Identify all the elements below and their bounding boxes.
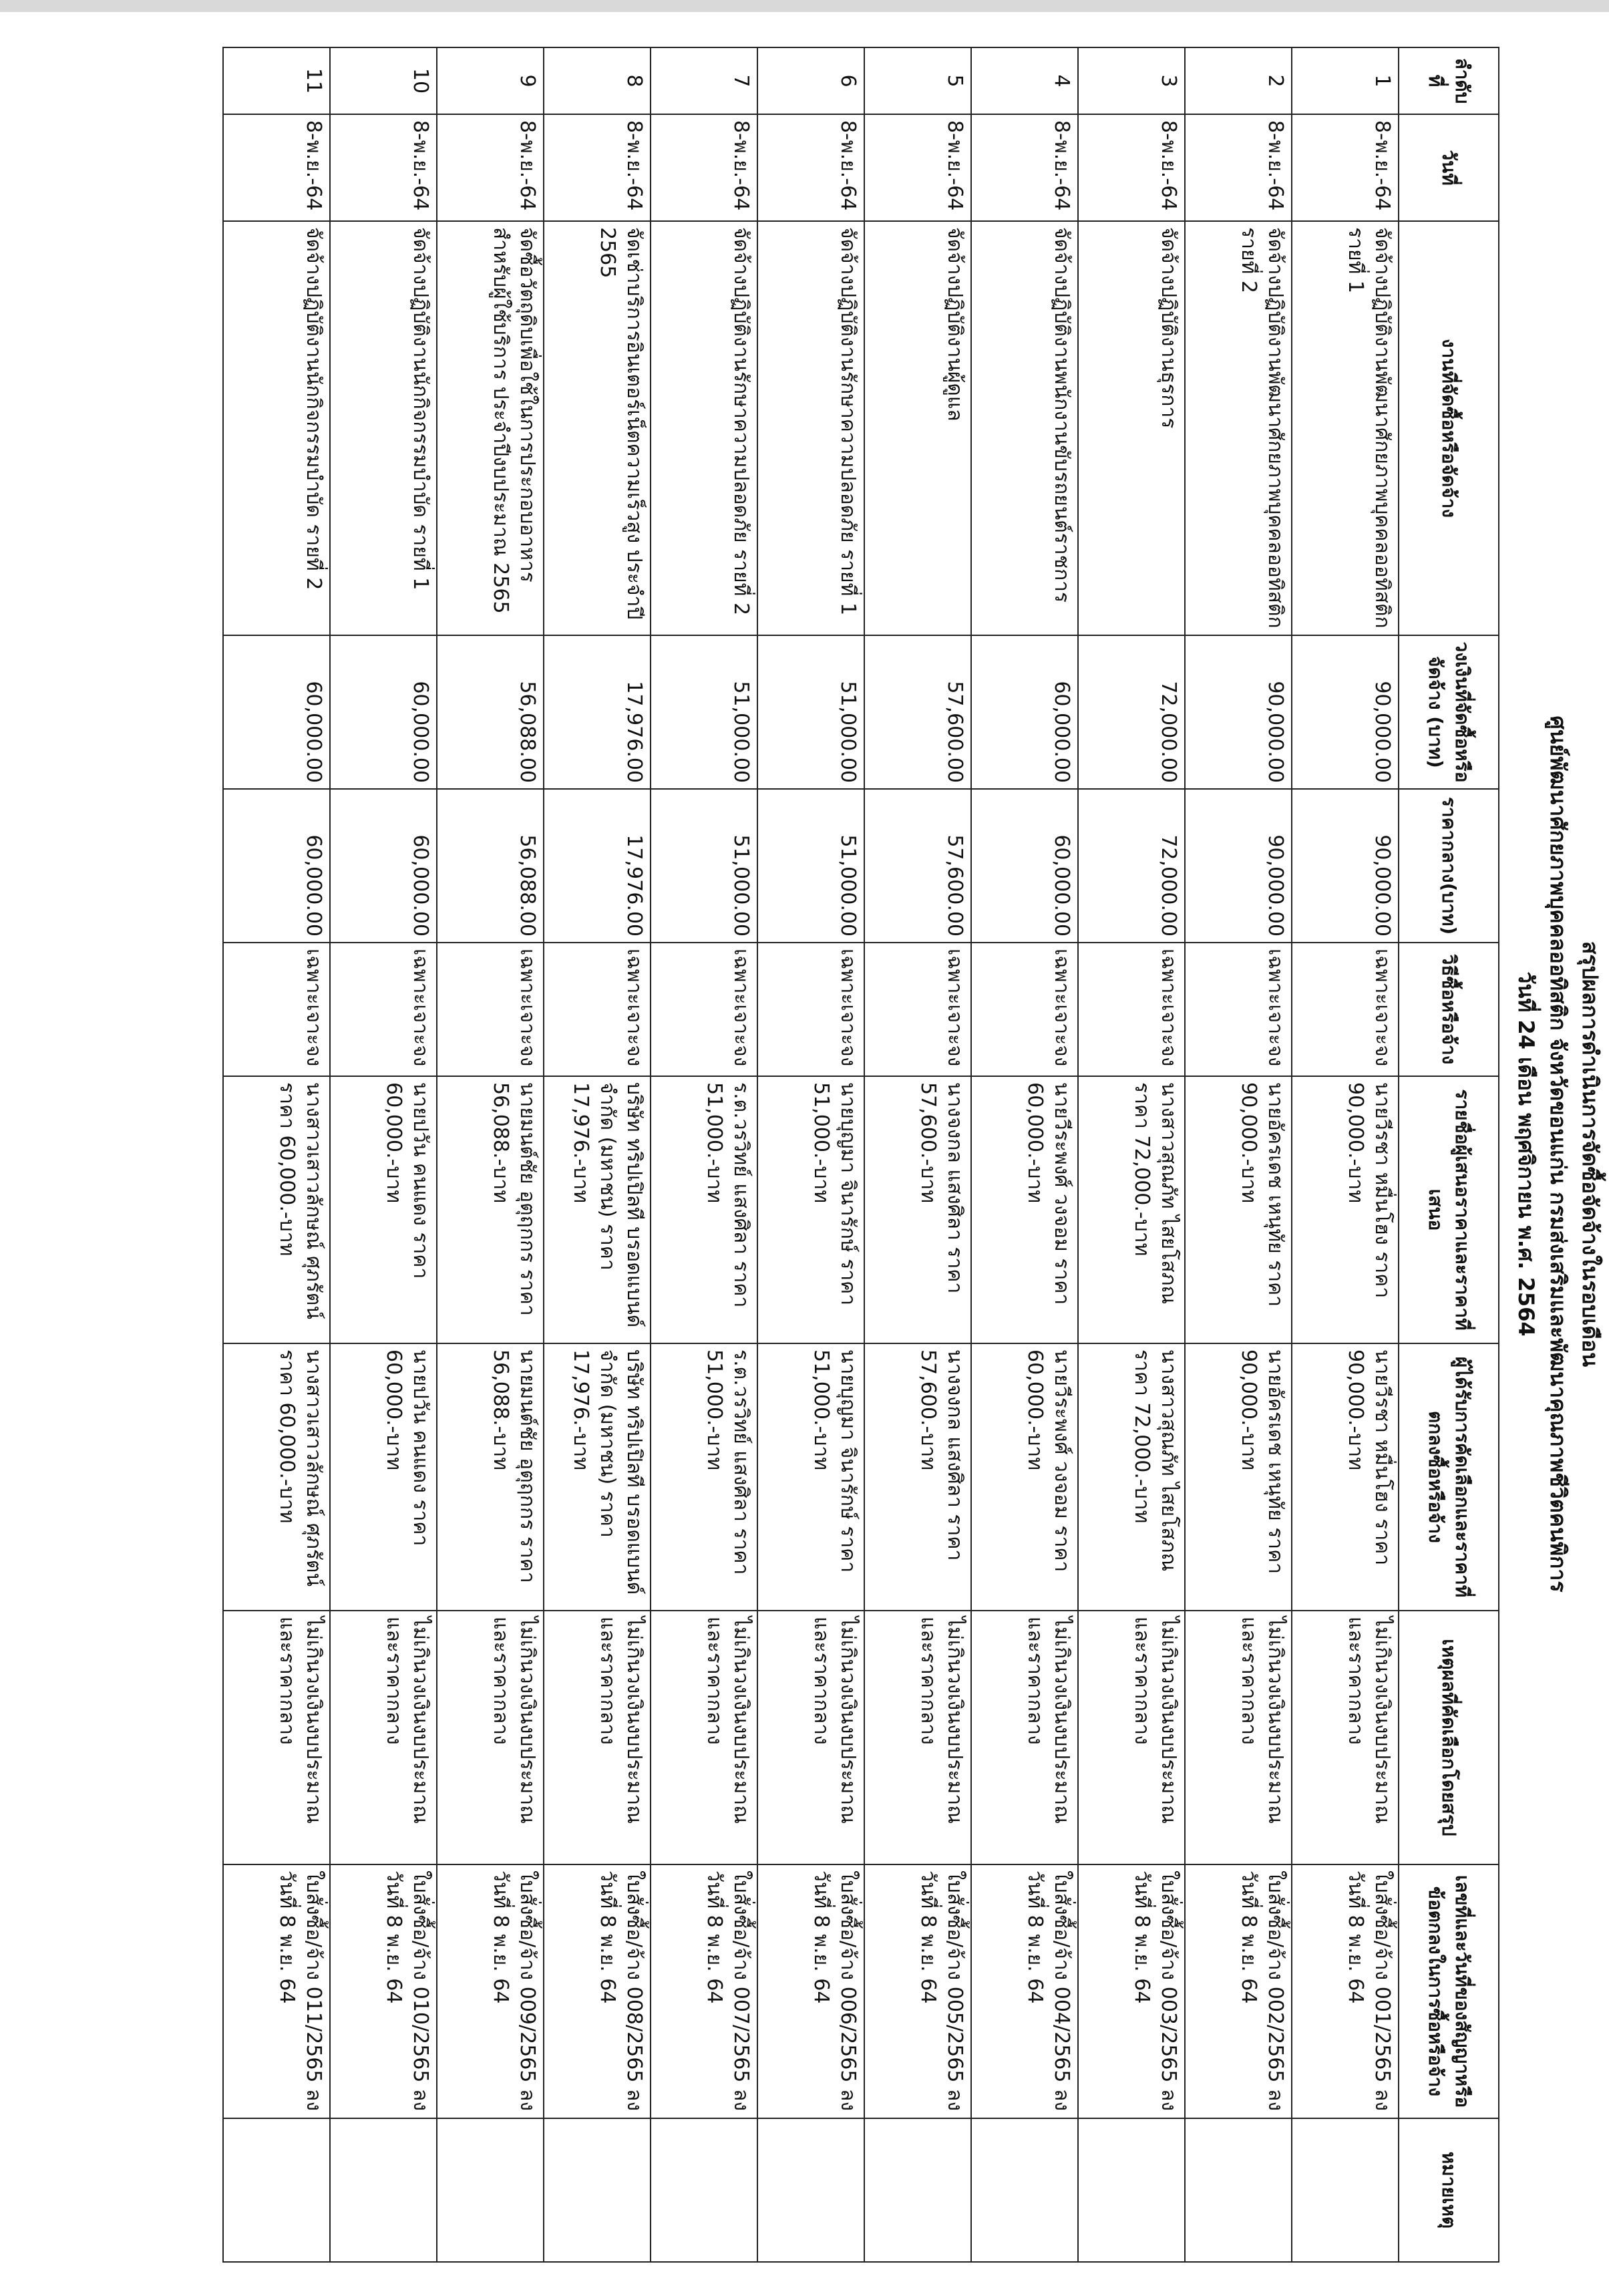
- table-row: [864, 47, 971, 2262]
- row-reason: ไม่เกินวงเงินงบประมาณ และราคากลาง: [971, 1611, 1078, 1864]
- row-budget: 51,000.00: [651, 635, 757, 789]
- row-note: [864, 2118, 971, 2262]
- row-median-price: 90,000.00: [1185, 789, 1292, 943]
- row-budget: 51,000.00: [757, 635, 864, 789]
- row-date: 8-พ.ย.-64: [330, 114, 437, 221]
- row-method: เฉพาะเจาะจง: [437, 943, 544, 1076]
- row-method: เฉพาะเจาะจง: [651, 943, 757, 1076]
- row-bidder: นางสาวสุณภัท ไสยโสภณ ราคา 72,000.-บาท: [1078, 1076, 1185, 1343]
- row-reason: ไม่เกินวงเงินงบประมาณ และราคากลาง: [1078, 1611, 1185, 1864]
- row-item: จัดจ้างปฏิบัติงานนักกิจกรรมบำบัด รายที่ 1: [330, 221, 437, 635]
- row-budget: 60,000.00: [971, 635, 1078, 789]
- row-bidder: นายอัครเดช เหนุทัย ราคา 90,000.-บาท: [1185, 1076, 1292, 1343]
- row-median-price: 72,000.00: [1078, 789, 1185, 943]
- row-median-price: 60,000.00: [223, 789, 330, 943]
- row-note: [544, 2118, 651, 2262]
- column-header: งานที่จัดซื้อหรือจัดจ้าง: [1399, 221, 1499, 635]
- row-note: [1078, 2118, 1185, 2262]
- row-bidder: บริษัท ทริปเปิลที บรอดแบนด์ จำกัด (มหาชน) ราคา 17,976.-บาท: [544, 1076, 651, 1343]
- row-contract: ใบสั่งซื้อ/จ้าง 010/2565 ลงวันที่ 8 พ.ย. 64: [330, 1864, 437, 2118]
- row-bidder: นายปวัน คนแดง ราคา 60,000.-บาท: [330, 1076, 437, 1343]
- table-row: [971, 47, 1078, 2262]
- row-median-price: 51,000.00: [757, 789, 864, 943]
- row-winner: บริษัท ทริปเปิลที บรอดแบนด์ จำกัด (มหาชน) ราคา 17,976.-บาท: [544, 1343, 651, 1611]
- row-method: เฉพาะเจาะจง: [1078, 943, 1185, 1076]
- column-header: วันที่: [1399, 114, 1499, 221]
- agency-name: ศูนย์พัฒนาศักยภาพบุคคลออทิสติก จังหวัดขอนแก่น กรมส่งเสริมและพัฒนาคุณภาพชีวิตคนพิการ: [1546, 715, 1571, 1593]
- row-item: จัดจ้างปฏิบัติงานพนักงานขับรถยนต์ราชการ: [971, 221, 1078, 635]
- row-method: เฉพาะเจาะจง: [757, 943, 864, 1076]
- row-contract: ใบสั่งซื้อ/จ้าง 001/2565 ลงวันที่ 8 พ.ย. 64: [1292, 1864, 1399, 2118]
- document-date: วันที่ 24 เดือน พฤศจิกายน พ.ศ. 2564: [1513, 971, 1539, 1337]
- row-note: [1185, 2118, 1292, 2262]
- row-date: 8-พ.ย.-64: [1292, 114, 1399, 221]
- row-median-price: 90,000.00: [1292, 789, 1399, 943]
- row-winner: นางจงกล แสงศิลา ราคา 57,600.-บาท: [864, 1343, 971, 1611]
- row-median-price: 51,000.00: [651, 789, 757, 943]
- table-row: [437, 47, 544, 2262]
- row-bidder: นายวีระพงศ์ วงจอม ราคา 60,000.-บาท: [971, 1076, 1078, 1343]
- row-method: เฉพาะเจาะจง: [544, 943, 651, 1076]
- table-header: [1399, 47, 1499, 2262]
- row-date: 8-พ.ย.-64: [971, 114, 1078, 221]
- row-reason: ไม่เกินวงเงินงบประมาณ และราคากลาง: [1185, 1611, 1292, 1864]
- row-winner: นายวีระพงศ์ วงจอม ราคา 60,000.-บาท: [971, 1343, 1078, 1611]
- row-reason: ไม่เกินวงเงินงบประมาณ และราคากลาง: [864, 1611, 971, 1864]
- row-reason: ไม่เกินวงเงินงบประมาณ และราคากลาง: [651, 1611, 757, 1864]
- row-bidder: นางสาวเสาวลักษณ์ ศุภรัตน์ ราคา 60,000.-บาท: [223, 1076, 330, 1343]
- row-number: 3: [1078, 47, 1185, 114]
- row-winner: นางสาวสุณภัท ไสยโสภณ ราคา 72,000.-บาท: [1078, 1343, 1185, 1611]
- row-date: 8-พ.ย.-64: [437, 114, 544, 221]
- column-header: เหตุผลที่คัดเลือกโดยสรุป: [1399, 1611, 1499, 1864]
- column-header: ลำดับที่: [1399, 47, 1499, 114]
- table-row: [1078, 47, 1185, 2262]
- row-note: [437, 2118, 544, 2262]
- row-note: [1292, 2118, 1399, 2262]
- row-winner: นางสาวเสาวลักษณ์ ศุภรัตน์ ราคา 60,000.-บาท: [223, 1343, 330, 1611]
- row-budget: 57,600.00: [864, 635, 971, 789]
- column-header: ผู้ได้รับการคัดเลือกและราคาที่ตกลงซื้อหรือจ้าง: [1399, 1343, 1499, 1611]
- row-bidder: นางจงกล แสงศิลา ราคา 57,600.-บาท: [864, 1076, 971, 1343]
- row-contract: ใบสั่งซื้อ/จ้าง 011/2565 ลงวันที่ 8 พ.ย. 64: [223, 1864, 330, 2118]
- row-budget: 90,000.00: [1185, 635, 1292, 789]
- row-reason: ไม่เกินวงเงินงบประมาณ และราคากลาง: [437, 1611, 544, 1864]
- row-budget: 60,000.00: [330, 635, 437, 789]
- row-method: เฉพาะเจาะจง: [864, 943, 971, 1076]
- row-winner: นายมนต์ชัย อุตุฤกกร ราคา 56,088.-บาท: [437, 1343, 544, 1611]
- row-note: [330, 2118, 437, 2262]
- row-budget: 60,000.00: [223, 635, 330, 789]
- row-date: 8-พ.ย.-64: [864, 114, 971, 221]
- row-bidder: นายมนต์ชัย อุตุฤกกร ราคา 56,088.-บาท: [437, 1076, 544, 1343]
- row-contract: ใบสั่งซื้อ/จ้าง 009/2565 ลงวันที่ 8 พ.ย. 64: [437, 1864, 544, 2118]
- row-median-price: 60,000.00: [330, 789, 437, 943]
- row-method: เฉพาะเจาะจง: [1185, 943, 1292, 1076]
- row-method: เฉพาะเจาะจง: [330, 943, 437, 1076]
- row-number: 10: [330, 47, 437, 114]
- row-reason: ไม่เกินวงเงินงบประมาณ และราคากลาง: [330, 1611, 437, 1864]
- row-item: จัดจ้างปฏิบัติงานพัฒนาศักยภาพบุคคลออทิสติก รายที่ 1: [1292, 221, 1399, 635]
- row-number: 8: [544, 47, 651, 114]
- document-title: สรุปผลการดำเนินการจัดซื้อจัดจ้างในรอบเดือน: [1578, 941, 1603, 1367]
- row-median-price: 56,088.00: [437, 789, 544, 943]
- row-median-price: 60,000.00: [971, 789, 1078, 943]
- row-contract: ใบสั่งซื้อ/จ้าง 005/2565 ลงวันที่ 8 พ.ย. 64: [864, 1864, 971, 2118]
- row-method: เฉพาะเจาะจง: [223, 943, 330, 1076]
- row-item: จัดจ้างปฏิบัติงานพัฒนาศักยภาพบุคคลออทิสติก รายที่ 2: [1185, 221, 1292, 635]
- column-header: ราคากลาง(บาท): [1399, 789, 1499, 943]
- row-note: [651, 2118, 757, 2262]
- column-header: รายชื่อผู้เสนอราคาและราคาที่เสนอ: [1399, 1076, 1499, 1343]
- row-date: 8-พ.ย.-64: [223, 114, 330, 221]
- row-item: จัดจ้างปฏิบัติงานธุรการ: [1078, 221, 1185, 635]
- row-reason: ไม่เกินวงเงินงบประมาณ และราคากลาง: [1292, 1611, 1399, 1864]
- row-reason: ไม่เกินวงเงินงบประมาณ และราคากลาง: [544, 1611, 651, 1864]
- table-row: [1292, 47, 1399, 2262]
- row-bidder: ร.ต.วรวิทย์ แสงศิลา ราคา 51,000.-บาท: [651, 1076, 757, 1343]
- row-note: [223, 2118, 330, 2262]
- row-reason: ไม่เกินวงเงินงบประมาณ และราคากลาง: [223, 1611, 330, 1864]
- row-date: 8-พ.ย.-64: [544, 114, 651, 221]
- row-item: จัดจ้างปฏิบัติงานรักษาความปลอดภัย รายที่ 1: [757, 221, 864, 635]
- row-number: 2: [1185, 47, 1292, 114]
- row-number: 11: [223, 47, 330, 114]
- row-median-price: 57,600.00: [864, 789, 971, 943]
- procurement-table: [222, 47, 1499, 2263]
- row-method: เฉพาะเจาะจง: [1292, 943, 1399, 1076]
- row-winner: นายปวัน คนแดง ราคา 60,000.-บาท: [330, 1343, 437, 1611]
- row-winner: นายวีรชา หมื่นโฮง ราคา 90,000.-บาท: [1292, 1343, 1399, 1611]
- row-number: 6: [757, 47, 864, 114]
- row-winner: นายบุญมา จินารักษ์ ราคา 51,000.-บาท: [757, 1343, 864, 1611]
- column-header: เลขที่และวันที่ของสัญญาหรือข้อตกลงในการซื้อหรือจ้าง: [1399, 1864, 1499, 2118]
- row-number: 1: [1292, 47, 1399, 114]
- row-winner: นายอัครเดช เหนุทัย ราคา 90,000.-บาท: [1185, 1343, 1292, 1611]
- row-number: 5: [864, 47, 971, 114]
- row-budget: 17,976.00: [544, 635, 651, 789]
- column-header: หมายเหตุ: [1399, 2118, 1499, 2262]
- row-number: 4: [971, 47, 1078, 114]
- row-contract: ใบสั่งซื้อ/จ้าง 002/2565 ลงวันที่ 8 พ.ย. 64: [1185, 1864, 1292, 2118]
- row-date: 8-พ.ย.-64: [1185, 114, 1292, 221]
- row-reason: ไม่เกินวงเงินงบประมาณ และราคากลาง: [757, 1611, 864, 1864]
- table-row: [223, 47, 330, 2262]
- procurement-summary-sheet: [94, 20, 1606, 2288]
- row-contract: ใบสั่งซื้อ/จ้าง 006/2565 ลงวันที่ 8 พ.ย. 64: [757, 1864, 864, 2118]
- row-date: 8-พ.ย.-64: [651, 114, 757, 221]
- row-budget: 72,000.00: [1078, 635, 1185, 789]
- column-header: วงเงินที่จัดซื้อหรือจัดจ้าง (บาท): [1399, 635, 1499, 789]
- row-budget: 56,088.00: [437, 635, 544, 789]
- row-number: 9: [437, 47, 544, 114]
- column-header: วิธีซื้อหรือจ้าง: [1399, 943, 1499, 1076]
- row-item: จัดซื้อวัตถุดิบเพื่อใช้ในการประกอบอาหารสำหรับผู้ใช้บริการ ประจำปีงบประมาณ 2565: [437, 221, 544, 635]
- row-date: 8-พ.ย.-64: [757, 114, 864, 221]
- row-contract: ใบสั่งซื้อ/จ้าง 003/2565 ลงวันที่ 8 พ.ย. 64: [1078, 1864, 1185, 2118]
- table-row: [1185, 47, 1292, 2262]
- row-contract: ใบสั่งซื้อ/จ้าง 007/2565 ลงวันที่ 8 พ.ย. 64: [651, 1864, 757, 2118]
- row-bidder: นายบุญมา จินารักษ์ ราคา 51,000.-บาท: [757, 1076, 864, 1343]
- row-method: เฉพาะเจาะจง: [971, 943, 1078, 1076]
- row-winner: ร.ต.วรวิทย์ แสงศิลา ราคา 51,000.-บาท: [651, 1343, 757, 1611]
- scan-top-edge: [0, 0, 1609, 12]
- row-item: จัดเช่าบริการอินเตอร์เน็ตความเร็วสูง ประจำปี 2565: [544, 221, 651, 635]
- row-budget: 90,000.00: [1292, 635, 1399, 789]
- table-row: [330, 47, 437, 2262]
- row-item: จัดจ้างปฏิบัติงานรักษาความปลอดภัย รายที่ 2: [651, 221, 757, 635]
- row-note: [971, 2118, 1078, 2262]
- header-row: [1399, 47, 1499, 2262]
- table-row: [544, 47, 651, 2262]
- row-date: 8-พ.ย.-64: [1078, 114, 1185, 221]
- table-body: [223, 47, 1399, 2262]
- row-contract: ใบสั่งซื้อ/จ้าง 008/2565 ลงวันที่ 8 พ.ย. 64: [544, 1864, 651, 2118]
- row-item: จัดจ้างปฏิบัติงานผู้ดูแล: [864, 221, 971, 635]
- row-number: 7: [651, 47, 757, 114]
- row-bidder: นายวีรชา หมื่นโฮง ราคา 90,000.-บาท: [1292, 1076, 1399, 1343]
- table-row: [651, 47, 757, 2262]
- document-header: [1506, 20, 1606, 2288]
- row-contract: ใบสั่งซื้อ/จ้าง 004/2565 ลงวันที่ 8 พ.ย. 64: [971, 1864, 1078, 2118]
- row-item: จัดจ้างปฏิบัติงานนักกิจกรรมบำบัด รายที่ 2: [223, 221, 330, 635]
- table-row: [757, 47, 864, 2262]
- row-median-price: 17,976.00: [544, 789, 651, 943]
- row-note: [757, 2118, 864, 2262]
